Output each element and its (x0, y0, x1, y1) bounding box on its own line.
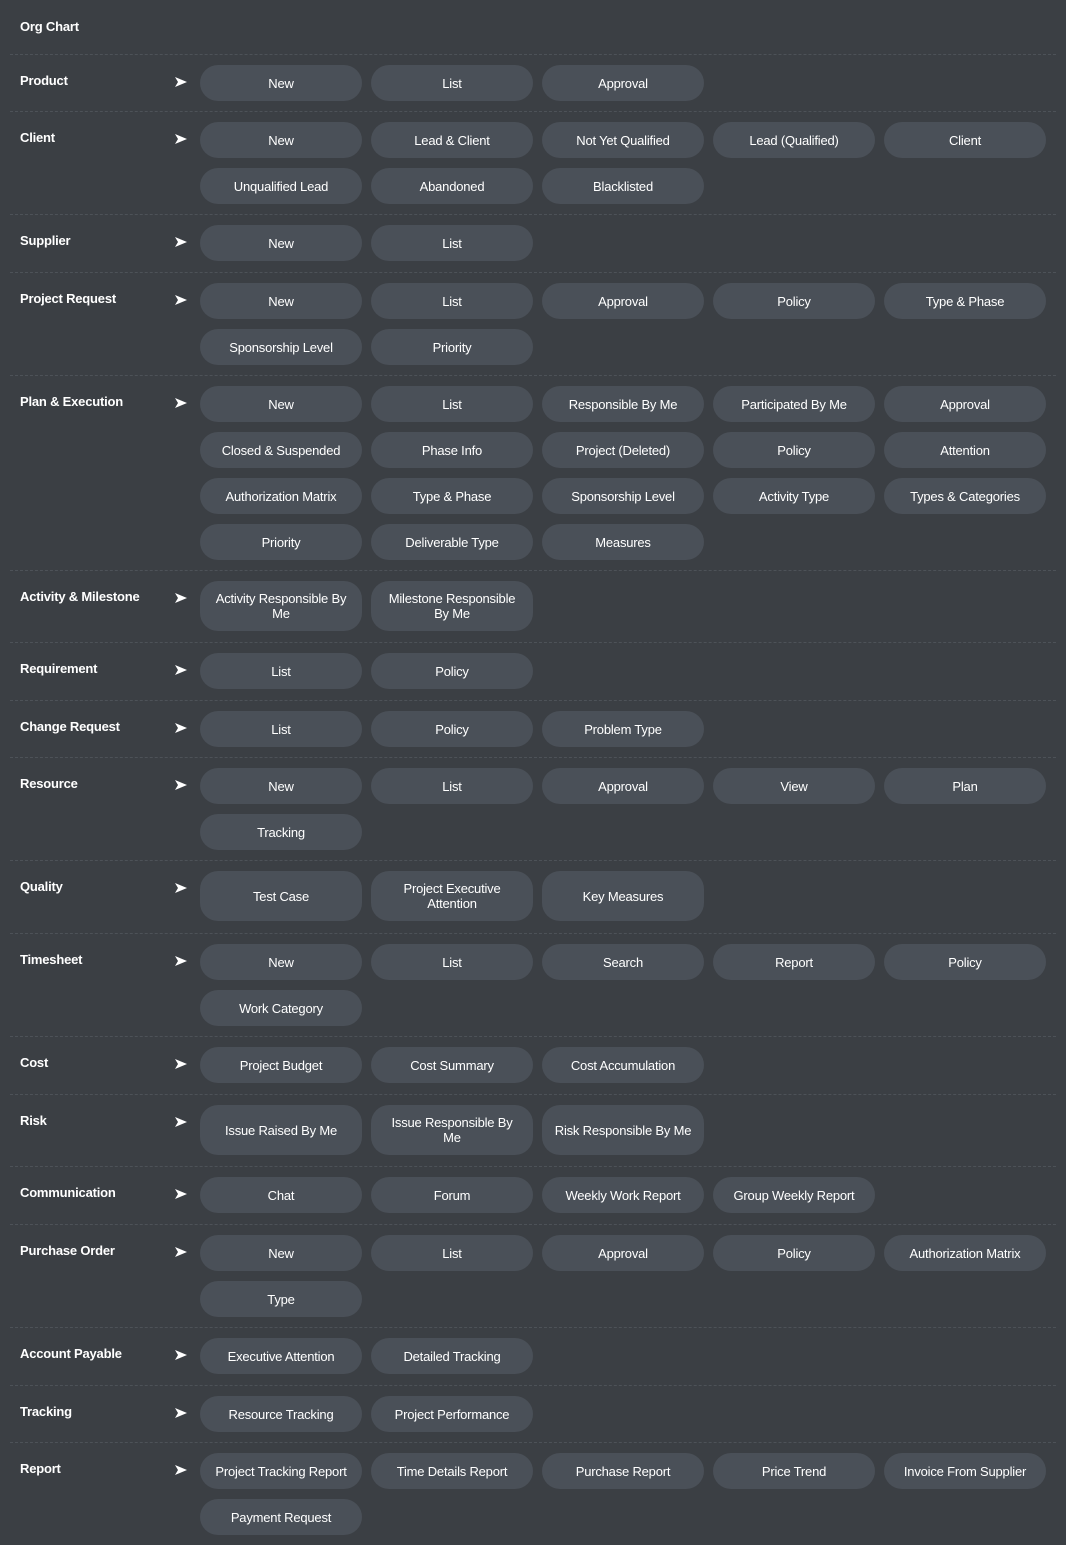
client-not-yet-qualified-button[interactable] (542, 122, 704, 158)
section-client (10, 111, 1056, 214)
account-payable-detailed-tracking-button[interactable] (371, 1338, 533, 1374)
button-label: Approval (598, 293, 648, 309)
button-label: List (271, 721, 291, 737)
arrow-right-icon (174, 882, 188, 894)
button-label: Policy (777, 1245, 811, 1261)
button-label: Search (603, 954, 643, 970)
arrow-right-icon (174, 1188, 188, 1200)
button-label: Cost Summary (410, 1057, 494, 1073)
risk-issue-responsible-by-me-button[interactable] (371, 1105, 533, 1155)
button-label: New (268, 778, 294, 794)
project-request-approval-button[interactable] (542, 283, 704, 319)
button-label: Activity Type (758, 488, 830, 504)
button-label: List (442, 75, 462, 91)
section-risk (10, 1094, 1056, 1166)
section-label: Change Request (20, 719, 120, 734)
section-report (10, 1442, 1056, 1545)
button-label: New (268, 954, 294, 970)
section-purchase-order (10, 1224, 1056, 1327)
button-label: Issue Raised By Me (224, 1122, 337, 1138)
resource-new-button[interactable] (200, 768, 362, 804)
report-price-trend-button[interactable] (713, 1453, 875, 1489)
communication-forum-button[interactable] (371, 1177, 533, 1213)
arrow-right-icon (174, 76, 188, 88)
button-label: Approval (940, 396, 990, 412)
product-list-button[interactable] (371, 65, 533, 101)
tracking-project-performance-button[interactable] (371, 1396, 533, 1432)
section-quality (10, 860, 1056, 933)
button-label: Responsible By Me (568, 396, 678, 412)
button-label: New (268, 396, 294, 412)
button-label: Problem Type (584, 721, 662, 737)
button-label: Project Executive Attention (403, 881, 501, 911)
project-request-type-and-phase-button[interactable] (884, 283, 1046, 319)
resource-plan-button[interactable] (884, 768, 1046, 804)
purchase-order-policy-button[interactable] (713, 1235, 875, 1271)
button-label: Type (267, 1291, 295, 1307)
project-request-policy-button[interactable] (713, 283, 875, 319)
button-label: Closed & Suspended (221, 442, 341, 458)
button-label: Authorization Matrix (225, 488, 337, 504)
button-label: Chat (267, 1187, 295, 1203)
plan-and-execution-new-button[interactable] (200, 386, 362, 422)
button-label: New (268, 75, 294, 91)
arrow-right-icon (174, 397, 188, 409)
button-label: Attention (940, 442, 990, 458)
button-label: Detailed Tracking (403, 1348, 501, 1364)
section-label: Project Request (20, 291, 116, 306)
plan-and-execution-project-deleted-button[interactable] (542, 432, 704, 468)
arrow-right-icon (174, 294, 188, 306)
button-label: New (268, 1245, 294, 1261)
button-label: Work Category (239, 1000, 323, 1016)
resource-view-button[interactable] (713, 768, 875, 804)
section-label: Communication (20, 1185, 116, 1200)
section-label: Resource (20, 776, 78, 791)
arrow-right-icon (174, 133, 188, 145)
quality-key-measures-button[interactable] (542, 871, 704, 921)
requirement-list-button[interactable] (200, 653, 362, 689)
purchase-order-approval-button[interactable] (542, 1235, 704, 1271)
button-label: List (271, 663, 291, 679)
button-label: Approval (598, 778, 648, 794)
section-product (10, 54, 1056, 111)
plan-and-execution-activity-type-button[interactable] (713, 478, 875, 514)
button-label: Cost Accumulation (570, 1057, 676, 1073)
report-payment-request-button[interactable] (200, 1499, 362, 1535)
button-label: Measures (595, 534, 651, 550)
activity-and-milestone-milestone-responsible-by-me-button[interactable] (371, 581, 533, 631)
section-label: Client (20, 130, 55, 145)
timesheet-list-button[interactable] (371, 944, 533, 980)
button-label: Plan (952, 778, 978, 794)
button-label: Type & Phase (925, 293, 1005, 309)
button-label: Priority (261, 534, 301, 550)
arrow-right-icon (174, 722, 188, 734)
button-label: Project Tracking Report (215, 1463, 347, 1479)
plan-and-execution-priority-button[interactable] (200, 524, 362, 560)
button-label: Issue Responsible By Me (391, 1115, 513, 1145)
section-project-request (10, 272, 1056, 375)
section-timesheet (10, 933, 1056, 1036)
button-label: List (442, 1245, 462, 1261)
button-label: Phase Info (421, 442, 483, 458)
button-label: New (268, 235, 294, 251)
button-label: Priority (432, 339, 472, 355)
communication-weekly-work-report-button[interactable] (542, 1177, 704, 1213)
resource-list-button[interactable] (371, 768, 533, 804)
section-label: Risk (20, 1113, 47, 1128)
plan-and-execution-participated-by-me-button[interactable] (713, 386, 875, 422)
button-label: Project Performance (394, 1406, 510, 1422)
arrow-right-icon (174, 1058, 188, 1070)
purchase-order-authorization-matrix-button[interactable] (884, 1235, 1046, 1271)
button-label: List (442, 235, 462, 251)
client-lead-and-client-button[interactable] (371, 122, 533, 158)
plan-and-execution-closed-and-suspended-button[interactable] (200, 432, 362, 468)
arrow-right-icon (174, 1464, 188, 1476)
button-label: New (268, 293, 294, 309)
button-label: Policy (435, 721, 469, 737)
cost-cost-summary-button[interactable] (371, 1047, 533, 1083)
button-label: List (442, 396, 462, 412)
button-label: Report (775, 954, 813, 970)
change-request-policy-button[interactable] (371, 711, 533, 747)
section-activity-and-milestone (10, 570, 1056, 642)
section-label: Requirement (20, 661, 98, 676)
button-label: Policy (777, 293, 811, 309)
button-label: New (268, 132, 294, 148)
timesheet-work-category-button[interactable] (200, 990, 362, 1026)
project-request-priority-button[interactable] (371, 329, 533, 365)
page-title: Org Chart (20, 19, 79, 34)
button-label: Project Budget (239, 1057, 323, 1073)
product-new-button[interactable] (200, 65, 362, 101)
timesheet-new-button[interactable] (200, 944, 362, 980)
button-label: Milestone Responsible By Me (388, 591, 516, 621)
plan-and-execution-sponsorship-level-button[interactable] (542, 478, 704, 514)
change-request-problem-type-button[interactable] (542, 711, 704, 747)
button-label: List (442, 293, 462, 309)
plan-and-execution-approval-button[interactable] (884, 386, 1046, 422)
section-label: Plan & Execution (20, 394, 123, 409)
purchase-order-new-button[interactable] (200, 1235, 362, 1271)
section-label: Product (20, 73, 68, 88)
button-label: Risk Responsible By Me (554, 1122, 692, 1138)
button-label: Key Measures (582, 888, 664, 904)
section-tracking (10, 1385, 1056, 1442)
button-label: Approval (598, 75, 648, 91)
plan-and-execution-type-and-phase-button[interactable] (371, 478, 533, 514)
report-time-details-report-button[interactable] (371, 1453, 533, 1489)
client-unqualified-lead-button[interactable] (200, 168, 362, 204)
purchase-order-type-button[interactable] (200, 1281, 362, 1317)
section-label: Quality (20, 879, 63, 894)
button-label: Blacklisted (593, 178, 653, 194)
button-label: Unqualified Lead (233, 178, 329, 194)
risk-issue-raised-by-me-button[interactable] (200, 1105, 362, 1155)
plan-and-execution-deliverable-type-button[interactable] (371, 524, 533, 560)
quality-test-case-button[interactable] (200, 871, 362, 921)
project-request-new-button[interactable] (200, 283, 362, 319)
section-requirement (10, 642, 1056, 700)
resource-approval-button[interactable] (542, 768, 704, 804)
plan-and-execution-list-button[interactable] (371, 386, 533, 422)
button-label: View (780, 778, 808, 794)
button-label: Group Weekly Report (733, 1187, 855, 1203)
button-label: Not Yet Qualified (576, 132, 670, 148)
supplier-new-button[interactable] (200, 225, 362, 261)
button-label: Participated By Me (741, 396, 847, 412)
button-label: Tracking (257, 824, 305, 840)
button-label: Abandoned (419, 178, 485, 194)
section-label: Report (20, 1461, 61, 1476)
section-label: Tracking (20, 1404, 72, 1419)
button-label: Policy (948, 954, 982, 970)
button-label: Type & Phase (412, 488, 492, 504)
activity-and-milestone-activity-responsible-by-me-button[interactable] (200, 581, 362, 631)
plan-and-execution-authorization-matrix-button[interactable] (200, 478, 362, 514)
communication-group-weekly-report-button[interactable] (713, 1177, 875, 1213)
button-label: Forum (433, 1187, 471, 1203)
client-lead-qualified-button[interactable] (713, 122, 875, 158)
button-label: Price Trend (761, 1463, 827, 1479)
communication-chat-button[interactable] (200, 1177, 362, 1213)
button-label: Approval (598, 1245, 648, 1261)
arrow-right-icon (174, 236, 188, 248)
plan-and-execution-policy-button[interactable] (713, 432, 875, 468)
cost-project-budget-button[interactable] (200, 1047, 362, 1083)
plan-and-execution-phase-info-button[interactable] (371, 432, 533, 468)
arrow-right-icon (174, 1246, 188, 1258)
button-label: Types & Categories (910, 488, 1020, 504)
client-new-button[interactable] (200, 122, 362, 158)
account-payable-executive-attention-button[interactable] (200, 1338, 362, 1374)
report-invoice-from-supplier-button[interactable] (884, 1453, 1046, 1489)
section-label: Account Payable (20, 1346, 122, 1361)
section-supplier (10, 214, 1056, 272)
menu-header (10, 0, 1056, 54)
risk-risk-responsible-by-me-button[interactable] (542, 1105, 704, 1155)
button-label: Client (948, 132, 982, 148)
arrow-right-icon (174, 779, 188, 791)
section-plan-and-execution (10, 375, 1056, 570)
arrow-right-icon (174, 1116, 188, 1128)
section-label: Timesheet (20, 952, 83, 967)
client-abandoned-button[interactable] (371, 168, 533, 204)
button-label: Weekly Work Report (565, 1187, 681, 1203)
cost-cost-accumulation-button[interactable] (542, 1047, 704, 1083)
section-label: Purchase Order (20, 1243, 115, 1258)
section-label: Supplier (20, 233, 71, 248)
section-change-request (10, 700, 1056, 757)
resource-tracking-button[interactable] (200, 814, 362, 850)
report-purchase-report-button[interactable] (542, 1453, 704, 1489)
button-label: Sponsorship Level (229, 339, 333, 355)
timesheet-search-button[interactable] (542, 944, 704, 980)
supplier-list-button[interactable] (371, 225, 533, 261)
project-request-list-button[interactable] (371, 283, 533, 319)
requirement-policy-button[interactable] (371, 653, 533, 689)
arrow-right-icon (174, 664, 188, 676)
purchase-order-list-button[interactable] (371, 1235, 533, 1271)
timesheet-report-button[interactable] (713, 944, 875, 980)
button-label: Lead & Client (414, 132, 490, 148)
timesheet-policy-button[interactable] (884, 944, 1046, 980)
button-label: Sponsorship Level (571, 488, 675, 504)
plan-and-execution-responsible-by-me-button[interactable] (542, 386, 704, 422)
arrow-right-icon (174, 592, 188, 604)
section-communication (10, 1166, 1056, 1224)
project-request-sponsorship-level-button[interactable] (200, 329, 362, 365)
button-label: Authorization Matrix (909, 1245, 1021, 1261)
section-resource (10, 757, 1056, 860)
report-project-tracking-report-button[interactable] (200, 1453, 362, 1489)
button-label: Policy (777, 442, 811, 458)
plan-and-execution-measures-button[interactable] (542, 524, 704, 560)
section-label: Activity & Milestone (20, 589, 140, 604)
button-label: Resource Tracking (228, 1406, 334, 1422)
button-label: Test Case (252, 888, 309, 904)
button-label: Project (Deleted) (575, 442, 671, 458)
section-account-payable (10, 1327, 1056, 1385)
tracking-resource-tracking-button[interactable] (200, 1396, 362, 1432)
plan-and-execution-types-and-categories-button[interactable] (884, 478, 1046, 514)
product-approval-button[interactable] (542, 65, 704, 101)
button-label: List (442, 954, 462, 970)
change-request-list-button[interactable] (200, 711, 362, 747)
button-label: Purchase Report (575, 1463, 671, 1479)
button-label: Executive Attention (227, 1348, 335, 1364)
button-label: Policy (435, 663, 469, 679)
arrow-right-icon (174, 1407, 188, 1419)
button-label: Deliverable Type (405, 534, 499, 550)
button-label: Activity Responsible By Me (215, 591, 347, 621)
button-label: Time Details Report (396, 1463, 508, 1479)
plan-and-execution-attention-button[interactable] (884, 432, 1046, 468)
button-label: List (442, 778, 462, 794)
client-blacklisted-button[interactable] (542, 168, 704, 204)
arrow-right-icon (174, 955, 188, 967)
section-label: Cost (20, 1055, 49, 1070)
button-label: Invoice From Supplier (903, 1463, 1027, 1479)
button-label: Payment Request (230, 1509, 332, 1525)
client-client-button[interactable] (884, 122, 1046, 158)
arrow-right-icon (174, 1349, 188, 1361)
quality-project-executive-attention-button[interactable] (371, 871, 533, 921)
section-cost (10, 1036, 1056, 1094)
button-label: Lead (Qualified) (749, 132, 839, 148)
